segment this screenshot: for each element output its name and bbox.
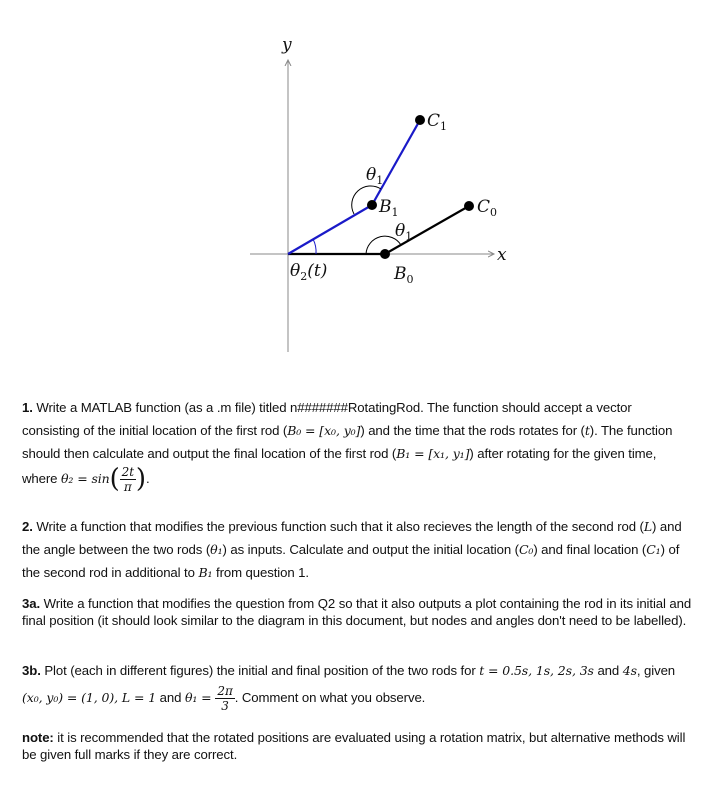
q3b-math-given: (x₀, y₀) = (1, 0), L = 1: [22, 690, 157, 705]
q1-math-b0: B₀ = [x₀, y₀]: [287, 423, 361, 438]
node-b0: [380, 249, 390, 259]
q1-fraction: $\frac{2t}{\pi}$: [121, 465, 134, 494]
label-b1: $B_1$: [379, 197, 399, 219]
q1-number: 1.: [22, 400, 33, 415]
question-2: [22, 515, 692, 584]
rod2-final: [372, 120, 420, 205]
q2-number: 2.: [22, 519, 33, 534]
label-theta1-final: $\theta_1$: [366, 165, 384, 187]
theta2-arc: [313, 239, 316, 254]
q1-math-t: t: [584, 423, 590, 438]
label-b0: $B_0$: [394, 264, 414, 286]
q3b-fraction: $\frac{2\pi}{3}$: [217, 684, 233, 714]
q1-text: Write a MATLAB function (as a .m file) titled n#######RotatingRod. The function should accept a vector consisting of the initial location of the first rod (: [22, 400, 632, 438]
label-theta2: $\theta_2(t)$: [290, 261, 328, 283]
q3b-text: Plot (each in different figures) the initial and final position of the two rods for: [40, 663, 480, 678]
q3a-text: Write a function that modifies the question from Q2 so that it also outputs a plot containing the rod in its initial and final position (it should look similar to the diagram in this document, but nodes and angles don't need to be labelled).: [22, 596, 692, 628]
q2-math-l: L: [643, 519, 653, 534]
label-c0: $C_0$: [477, 197, 498, 219]
q1-math-theta2: θ₂ = sin: [60, 470, 110, 486]
q1-text: .: [145, 470, 150, 486]
theta1-arc-final: [352, 186, 381, 214]
q3b-math-times: t = 0.5s, 1s, 2s, 3s: [479, 663, 594, 678]
q2-text: ) as inputs. Calculate and output the initial location (: [222, 542, 519, 557]
q1-text: ) and the time that the rods rotates for (: [360, 423, 585, 438]
node-c0: [464, 201, 474, 211]
node-b1: [367, 200, 377, 210]
note: [22, 729, 692, 763]
q1-text: ). The function should then calculate and output the final location of the first rod (: [22, 423, 673, 461]
q2-text: ) and the angle between the two rods (: [22, 519, 682, 557]
note-label: note:: [22, 730, 54, 745]
label-c1: $C_1$: [427, 111, 448, 133]
q3b-text: . Comment on what you observe.: [234, 690, 426, 705]
q2-text: from question 1.: [212, 565, 309, 580]
q3b-text: and: [593, 663, 623, 678]
y-axis-label: y: [282, 35, 292, 55]
question-3b: [22, 657, 692, 713]
q3b-text: and: [156, 690, 185, 705]
q2-math-theta1: θ₁: [210, 542, 223, 557]
question-3a: [22, 595, 692, 629]
q2-text: ) of the second rod in additional to: [22, 542, 680, 580]
q3a-number: 3a.: [22, 596, 41, 611]
q3b-number: 3b.: [22, 663, 41, 678]
q3b-text: , given: [636, 663, 676, 678]
x-axis-label: x: [497, 245, 507, 265]
q2-math-c0: C₀: [518, 542, 534, 557]
node-c1: [415, 115, 425, 125]
q1-text: ) after rotating for the given time, where: [22, 446, 657, 486]
rod1-final: [288, 205, 372, 254]
q2-text: ) and final location (: [533, 542, 647, 557]
q3b-math-4s: 4s: [622, 663, 637, 678]
q2-math-c1: C₁: [646, 542, 661, 557]
q2-text: Write a function that modifies the previous function such that it also recieves the length of the second rod (: [32, 519, 644, 534]
q1-math-b1: B₁ = [x₁, y₁]: [396, 446, 470, 461]
label-theta1-initial: $\theta_1$: [395, 221, 413, 243]
rotating-rod-diagram: [0, 0, 711, 370]
note-text: it is recommended that the rotated positions are evaluated using a rotation matrix, but alternative methods will be given full marks if they are correct.: [22, 730, 686, 762]
question-1: 1. Write a MATLAB function (as a .m file) titled n#######RotatingRod. The function should accept a vector consisting of the initial location of the first rod (B₀ = [x₀, y₀]) and the time that the rods rotates for (t). The function should then calculate and output the final location of the first rod (B₁ = [x₁, y₁]) after rotating for the given time, where θ₂ = sin( $\frac{2t}{\pi}$ ).: [22, 400, 673, 494]
q2-math-b1: B₁: [198, 565, 213, 580]
q3b-math-theta1: θ₁ =: [184, 690, 216, 705]
